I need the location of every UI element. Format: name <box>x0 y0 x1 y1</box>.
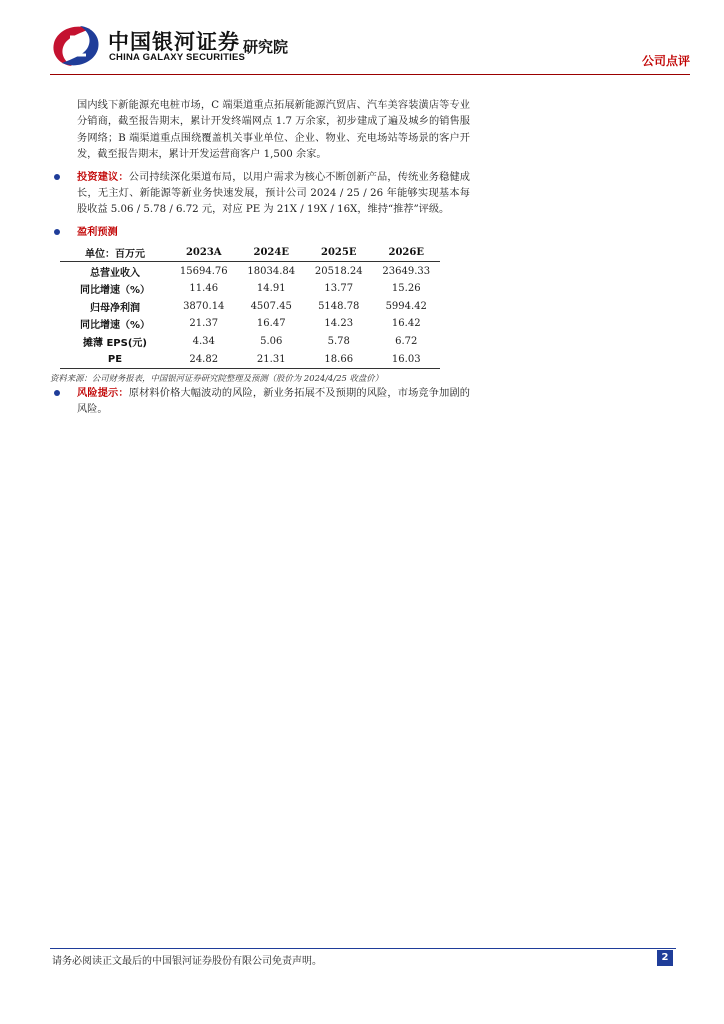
table-row <box>60 297 440 315</box>
table-cell: 15.26 <box>391 283 421 295</box>
table-header-2023a: 2023A <box>170 243 238 262</box>
table-header-2024e: 2024E <box>238 243 306 262</box>
table-header-unit: 单位：百万元 <box>60 243 170 262</box>
table-header-2026e: 2026E <box>373 243 441 262</box>
table-row <box>60 262 440 280</box>
intro-paragraph: 国内线下新能源充电桩市场，C 端渠道重点拓展新能源汽贸店、汽车美容装潢店等专业分销商，截至报告期末，累计开发终端网点 1.7 万余家，初步建成了遍及城乡的销售服务网络；B 端渠道重点围绕覆盖机关事业单位、企业、物业、充电场站等场景的客户开发，截至报告期末，累计开发运营商客户 1,500 余家。 <box>77 100 470 161</box>
table-cell: 11.46 <box>189 283 219 295</box>
footer-divider <box>50 948 676 949</box>
invest-advice-keyword: 投资建议： <box>77 171 129 183</box>
page-number: 2 <box>657 950 673 966</box>
table-cell: 16.47 <box>256 318 286 330</box>
table-header-2025e: 2025E <box>305 243 373 262</box>
row-label: 归母净利润 <box>90 302 140 314</box>
forecast-table <box>60 243 440 369</box>
galaxy-logo-icon <box>50 23 102 69</box>
invest-advice-item <box>50 170 470 219</box>
table-row <box>60 333 440 351</box>
table-cell: 14.91 <box>256 283 286 295</box>
table-cell: 5148.78 <box>318 300 360 312</box>
table-row <box>60 350 440 368</box>
table-cell: 3870.14 <box>183 300 225 312</box>
risk-text: 原材料价格大幅波动的风险，新业务拓展不及预期的风险，市场竞争加剧的风险。 <box>77 387 470 416</box>
table-cell: 21.31 <box>238 350 306 368</box>
table-cell: 5.78 <box>327 335 350 347</box>
table-cell: 16.03 <box>373 350 441 368</box>
bullet-icon <box>54 390 60 396</box>
bullet-icon <box>54 229 60 235</box>
logo-english-name: CHINA GALAXY SECURITIES <box>109 52 246 63</box>
table-cell: 5994.42 <box>385 300 427 312</box>
table-cell: 16.42 <box>391 318 421 330</box>
table-cell: 13.77 <box>324 283 354 295</box>
table-source-note: 资料来源：公司财务报表，中国银河证券研究院整理及预测（股价为 2024/4/25 收盘价） <box>50 372 384 383</box>
forecast-item <box>50 225 470 241</box>
table-cell: 23649.33 <box>382 265 431 277</box>
row-label: PE <box>60 350 170 368</box>
risk-keyword: 风险提示： <box>77 387 129 399</box>
document-type-label: 公司点评 <box>641 54 690 68</box>
logo-institute: 研究院 <box>243 38 289 56</box>
row-label: 总营业收入 <box>90 267 140 279</box>
table-cell: 18034.84 <box>247 265 296 277</box>
invest-advice-text: 公司持续深化渠道布局，以用户需求为核心不断创新产品，传统业务稳健成长，无主灯、新能源等新业务快速发展，预计公司 2024 / 25 / 26 年能够实现基本每股收益 5.06 / 5.78 / 6.72 元，对应 PE 为 21X / 19X / 16X，维持“推荐”评级。 <box>77 171 470 216</box>
table-cell: 4.34 <box>192 335 215 347</box>
table-cell: 21.37 <box>189 318 219 330</box>
forecast-keyword: 盈利预测 <box>77 226 118 238</box>
table-cell: 24.82 <box>170 350 238 368</box>
row-label: 同比增速（%） <box>79 320 151 332</box>
row-label: 同比增速（%） <box>79 285 151 297</box>
table-row <box>60 315 440 333</box>
table-cell: 4507.45 <box>250 300 292 312</box>
main-content <box>50 98 470 419</box>
row-label: 摊薄 EPS(元) <box>83 337 147 349</box>
table-cell: 5.06 <box>260 335 283 347</box>
bullet-icon <box>54 174 60 180</box>
table-cell: 14.23 <box>324 318 354 330</box>
table-cell: 15694.76 <box>179 265 228 277</box>
page-header <box>0 0 724 75</box>
footer-disclaimer: 请务必阅读正文最后的中国银河证券股份有限公司免责声明。 <box>52 956 322 967</box>
risk-item <box>50 386 470 419</box>
table-row <box>60 280 440 298</box>
logo-chinese-name: 中国银河证券 <box>108 30 240 54</box>
header-divider <box>50 74 690 75</box>
table-cell: 6.72 <box>395 335 418 347</box>
table-cell: 20518.24 <box>314 265 363 277</box>
table-header-row <box>60 243 440 262</box>
table-cell: 18.66 <box>305 350 373 368</box>
